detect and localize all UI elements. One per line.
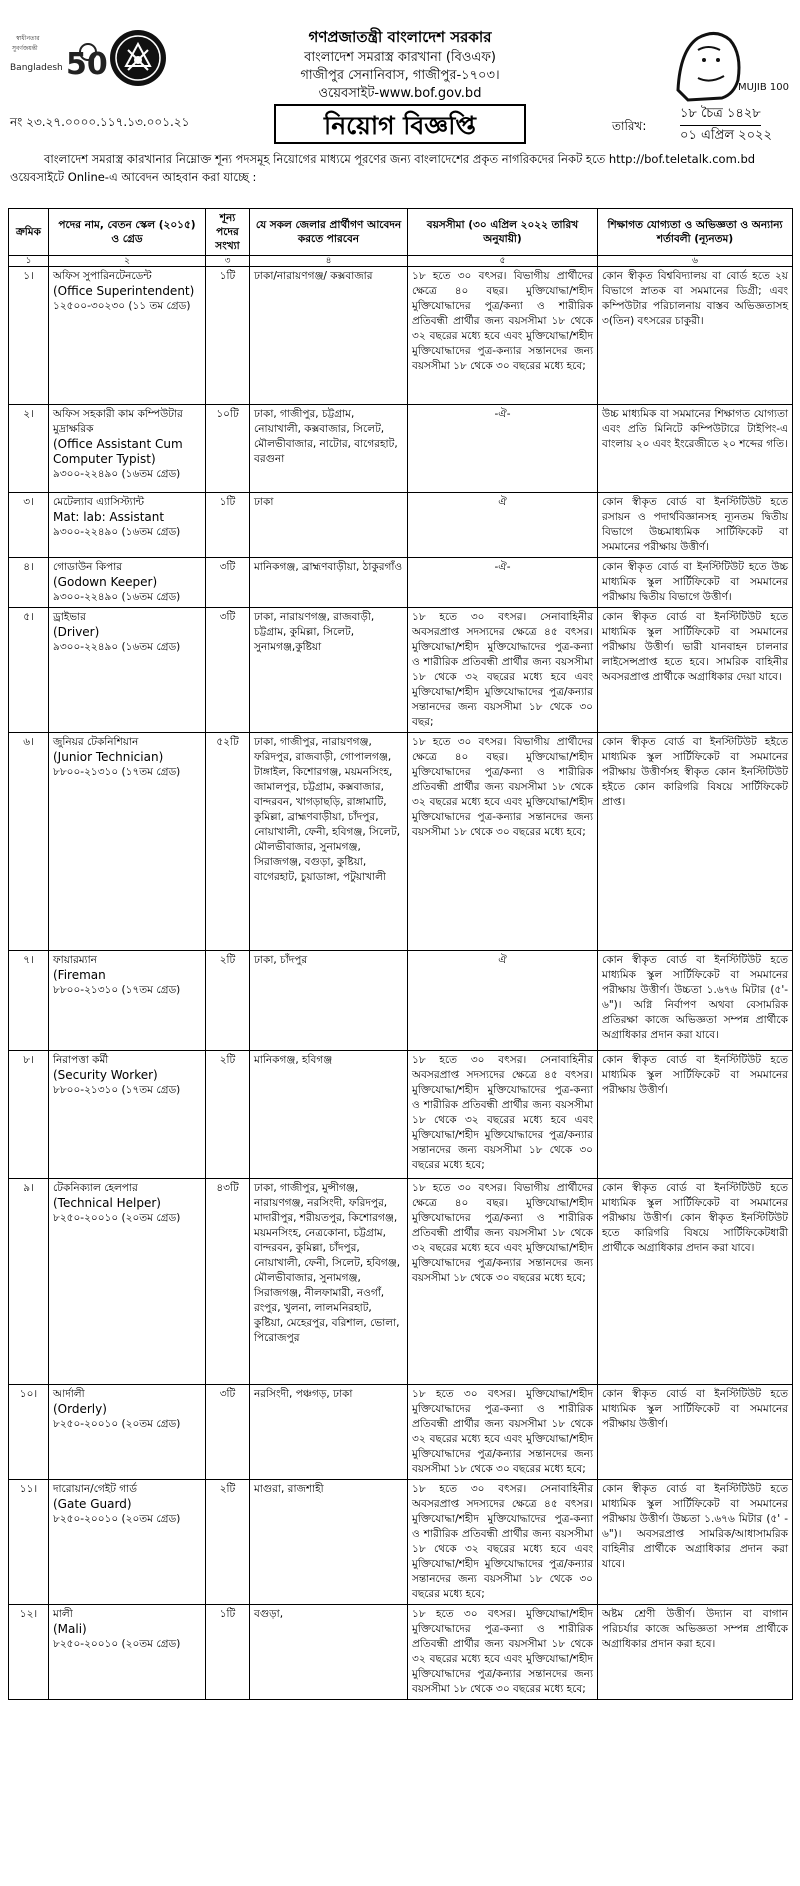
post-name-en: (Fireman [53,968,106,982]
header-post: পদের নাম, বেতন স্কেল (২০১৫) ও গ্রেড [49,209,206,256]
row-qualification: কোন স্বীকৃত বোর্ড বা ইনস্টিটিউট হতে মাধ্যমিক স্কুল সার্টিফিকেট বা সমমানের পরীক্ষায় উত্তীর্ণ। [598,1385,793,1480]
notice-title: নিয়োগ বিজ্ঞপ্তি [274,104,526,144]
pay-grade: (২০তম গ্রেড) [121,1418,181,1430]
row-post [49,267,206,405]
row-districts: মানিকগঞ্জ, হবিগঞ্জ [250,1051,408,1179]
row-count: ২টি [206,1480,250,1605]
row-age-limit: ১৮ হতে ৩০ বৎসর। বিভাগীয় প্রার্থীদের ক্ষেত্রে ৪০ বছর। মুক্তিযোদ্ধা/শহীদ মুক্তিযোদ্ধাদের পুত্র/কন্যা ও শারীরিক প্রতিবন্ধী প্রার্থীর জন্য বয়সসীমা ১৮ থেকে ৩২ বছরের মধ্যে হবে এবং মুক্তিযোদ্ধা/শহীদ মুক্তিযোদ্ধাদের পুত্র-কন্যার সন্তানদের জন্য বয়সসীমা ১৮ থেকে ৩০ বছরের মধ্যে হবে; [408,733,598,951]
organization-name: বাংলাদেশ সমরাস্ত্র কারখানা (বিওএফ) [304,50,496,65]
header-qualification: শিক্ষাগত যোগ্যতা ও অভিজ্ঞতা ও অন্যান্য শর্তাবলী (ন্যূনতম) [598,209,793,256]
government-name: গণপ্রজাতন্ত্রী বাংলাদেশ সরকার [308,28,492,46]
pay-scale: ৮২৫০-২০০১০ [53,1513,119,1525]
table-row [9,1051,793,1179]
row-districts: মানিকগঞ্জ, ব্রাহ্মণবাড়ীয়া, ঠাকুরগাঁও [250,558,408,608]
date-gregorian: ০১ এপ্রিল ২০২২ [680,128,772,143]
organization-address: গাজীপুর সেনানিবাস, গাজীপুর-১৭০৩। [300,68,500,83]
row-post [49,733,206,951]
row-qualification: কোন স্বীকৃত বোর্ড বা ইনস্টিটিউট হতে মাধ্যমিক স্কুল সার্টিফিকেট বা সমমানের পরীক্ষায় উত্তীর্ণ। [598,1051,793,1179]
svg-text:সুবর্ণজয়ন্তী: সুবর্ণজয়ন্তী [12,45,38,52]
post-name-bn: টেকনিক্যাল হেলপার [53,1182,138,1194]
pay-grade: (২০তম গ্রেড) [121,1212,181,1224]
table-row [9,1179,793,1385]
pay-grade: (১৬তম গ্রেড) [121,591,181,603]
row-districts: ঢাকা, চাঁদপুর [250,951,408,1051]
memo-number: নং ২৩.২৭.০০০০.১১৭.১৩.০০১.২১ [10,115,190,129]
row-qualification: কোন স্বীকৃত বোর্ড বা ইনস্টিটিউট হতে মাধ্যমিক স্কুল সার্টিফিকেট বা সমমানের পরীক্ষায় উত্তীর্ণ। উচ্চতা ১.৬৭৬ মিটার (৫'- ৬")। অগ্নি নির্বাপণ অথবা বেসামরিক প্রতিরক্ষা কাজে অভিজ্ঞতা সম্পন্ন প্রার্থীকে অগ্রাধিকার প্রদান করা যাবে। [598,951,793,1051]
pay-grade: (১৭তম গ্রেড) [121,766,181,778]
row-count: ২টি [206,951,250,1051]
post-name-en: (Technical Helper) [53,1196,161,1210]
row-count: ৪৩টি [206,1179,250,1385]
post-name-bn: অফিস সুপারিনটেনডেন্ট [53,270,152,282]
post-name-bn: মালী [53,1608,73,1620]
organization-website: ওয়েবসাইট-www.bof.gov.bd [318,86,482,101]
row-count: ১টি [206,1605,250,1700]
bangladesh-50-logo [8,26,108,82]
bof-emblem-logo [108,26,168,90]
row-serial: ১২। [9,1605,49,1700]
row-districts: ঢাকা, গাজীপুর, চট্টগ্রাম, নোয়াখালী, কক্সবাজার, সিলেট, মৌলভীবাজার, নাটোর, বাগেরহাট, বরগুনা [250,405,408,493]
row-post [49,951,206,1051]
row-age-limit: ১৮ হতে ৩০ বৎসর। সেনাবাহিনীর অবসরপ্রাপ্ত সদস্যদের ক্ষেত্রে ৪৫ বৎসর। মুক্তিযোদ্ধা/শহীদ মুক্তিযোদ্ধাদের পুত্র-কন্যা ও শারীরিক প্রতিবন্ধী প্রার্থীর জন্য বয়সসীমা ১৮ থেকে ৩২ বছরের মধ্যে হবে এবং মুক্তিযোদ্ধা/শহীদ মুক্তিযোদ্ধাদের পুত্র/কন্যার সন্তানদের জন্য বয়সসীমা ১৮ থেকে ৩০ বছরের মধ্যে হবে; [408,1051,598,1179]
pay-grade: (১৬তম গ্রেড) [121,641,181,653]
row-age-limit: ঐ [408,493,598,558]
post-name-en: Mat: lab: Assistant [53,510,165,524]
pay-grade: (১৬তম গ্রেড) [121,468,181,480]
post-name-en: (Office Superintendent) [53,284,195,298]
date-label: তারিখ: [612,119,647,133]
post-name-bn: ফায়ারম্যান [53,954,97,966]
vacancy-rows [9,267,793,1700]
row-post [49,558,206,608]
row-serial: ২। [9,405,49,493]
post-name-en: (Junior Technician) [53,750,164,764]
post-name-bn: আর্দালী [53,1388,85,1400]
row-districts: নরসিংদী, পঞ্চগড়, ঢাকা [250,1385,408,1480]
row-post [49,1605,206,1700]
post-name-bn: অফিস সহকারী কাম কম্পিউটার মুদ্রাক্ষরিক [53,408,183,435]
row-count: ১টি [206,267,250,405]
row-post [49,1051,206,1179]
row-post [49,1179,206,1385]
mujib-100-logo [668,20,792,104]
column-number: ৩ [206,256,250,267]
pay-scale: ৮২৫০-২০০১০ [53,1638,119,1650]
table-row [9,1605,793,1700]
row-qualification: কোন স্বীকৃত বোর্ড বা ইনস্টিটিউট হতে মাধ্যমিক স্কুল সার্টিফিকেট বা সমমানের পরীক্ষায় উত্তীর্ণ। ভারী যানবাহন চালনার লাইসেন্সপ্রাপ্ত হতে হবে। সামরিক বাহিনীর অবসরপ্রাপ্ত প্রার্থীকে অগ্রাধিকার দেয়া যাবে। [598,608,793,733]
post-name-en: (Godown Keeper) [53,575,158,589]
table-row [9,267,793,405]
pay-grade: (১৭তম গ্রেড) [121,1084,181,1096]
row-serial: ৩। [9,493,49,558]
intro-line-1: বাংলাদেশ সমরাস্ত্র কারখানার নিম্নোক্ত শূন্য পদসমূহ নিয়োগের মাধ্যমে পূরণের জন্য বাংলাদেশের প্রকৃত নাগরিকদের নিকট হতে http://bof.teletalk.com.bd [44,152,756,166]
header-age: বয়সসীমা (৩০ এপ্রিল ২০২২ তারিখ অনুযায়ী) [408,209,598,256]
column-number: ২ [49,256,206,267]
row-serial: ৯। [9,1179,49,1385]
row-qualification: কোন স্বীকৃত বোর্ড বা ইনস্টিটিউট হইতে মাধ্যমিক স্কুল সার্টিফিকেট বা সমমানের পরীক্ষায় উত্তীর্ণসহ স্বীকৃত কোন ইনস্টিটিউট হইতে কোন কারিগরি বিষয়ে সার্টিফিকেট প্রাপ্ত। [598,733,793,951]
table-row [9,733,793,951]
pay-scale: ৮৮০০-২১৩১০ [53,984,119,996]
table-row [9,1385,793,1480]
row-age-limit: ঐ [408,951,598,1051]
logo-bd-number: 50 [66,47,108,82]
pay-scale: ৯৩০০-২২৪৯০ [53,641,119,653]
row-qualification: কোন স্বীকৃত বোর্ড বা ইনস্টিটিউট হতে মাধ্যমিক স্কুল সার্টিফিকেট বা সমমানের পরীক্ষায় উত্তীর্ণ। কোন স্বীকৃত ইনস্টিটিউট হতে কারিগরি বিষয়ে সার্টিফিকেটধারী প্রার্থীকে অগ্রাধিকার প্রদান করা যাবে। [598,1179,793,1385]
pay-scale: ১২৫০০-৩০২৩০ [53,300,126,312]
post-name-bn: জুনিয়র টেকনিশিয়ান [53,736,139,748]
row-post [49,1385,206,1480]
pay-grade: (১৬তম গ্রেড) [121,526,181,538]
row-serial: ১১। [9,1480,49,1605]
row-qualification: কোন স্বীকৃত বোর্ড বা ইনস্টিটিউট হতে উচ্চ মাধ্যমিক স্কুল সার্টিফিকেট বা সমমানের পরীক্ষায় দ্বিতীয় বিভাগে উত্তীর্ণ। [598,558,793,608]
post-name-en: (Gate Guard) [53,1497,132,1511]
row-count: ১টি [206,493,250,558]
row-serial: ১। [9,267,49,405]
table-row [9,608,793,733]
row-count: ৫২টি [206,733,250,951]
row-serial: ৫। [9,608,49,733]
column-number: ৪ [250,256,408,267]
row-age-limit: ১৮ হতে ৩০ বৎসর। মুক্তিযোদ্ধা/শহীদ মুক্তিযোদ্ধাদের পুত্র-কন্যা ও শারীরিক প্রতিবন্ধী প্রার্থীর জন্য বয়সসীমা ১৮ থেকে ৩২ বছরের মধ্যে হবে এবং মুক্তিযোদ্ধা/শহীদ মুক্তিযোদ্ধাদের পুত্র/কন্যার সন্তানদের জন্য বয়সসীমা ১৮ থেকে ৩০ বছরের মধ্যে হবে; [408,1605,598,1700]
notice-header [0,0,800,150]
row-post [49,608,206,733]
row-districts: ঢাকা, গাজীপুর, নারায়ণগঞ্জ, ফরিদপুর, রাজবাড়ী, গোপালগঞ্জ, টাঙ্গাইল, কিশোরগঞ্জ, ময়মনসিংহ, জামালপুর, চট্টগ্রাম, কক্সবাজার, বান্দরবন, খাগড়াছড়ি, রাঙ্গামাটি, কুমিল্লা, ব্রাহ্মণবাড়ীয়া, চাঁদপুর, নোয়াখালী, ফেনী, হবিগঞ্জ, সিলেট, মৌলভীবাজার, সুনামগঞ্জ, সিরাজগঞ্জ, বগুড়া, কুষ্টিয়া, বাগেরহাট, চুয়াডাঙ্গা, পটুয়াখালী [250,733,408,951]
row-count: ২টি [206,1051,250,1179]
row-qualification: কোন স্বীকৃত বোর্ড বা ইনস্টিটিউট হতে মাধ্যমিক স্কুল সার্টিফিকেট বা সমমানের পরীক্ষায় উত্তীর্ণ। উচ্চতা ১.৬৭৬ মিটার (৫' - ৬")। অবসরপ্রাপ্ত সামরিক/আধাসামরিক বাহিনীর প্রার্থীকে অগ্রাধিকার প্রদান করা যাবে। [598,1480,793,1605]
pay-grade: (১৭তম গ্রেড) [121,984,181,996]
row-age-limit: ১৮ হতে ৩০ বৎসর। সেনাবাহিনীর অবসরপ্রাপ্ত সদস্যদের ক্ষেত্রে ৪৫ বৎসর। মুক্তিযোদ্ধা/শহীদ মুক্তিযোদ্ধাদের পুত্র-কন্যা ও শারীরিক প্রতিবন্ধী প্রার্থীর জন্য বয়সসীমা ১৮ থেকে ৩২ বছরের মধ্যে হবে এবং মুক্তিযোদ্ধা/শহীদ মুক্তিযোদ্ধাদের পুত্র/কন্যার সন্তানদের জন্য বয়সসীমা ১৮ থেকে ৩০ বছর; [408,608,598,733]
post-name-bn: মেটেল্যাব এ্যাসিস্ট্যান্ট [53,496,145,508]
vacancy-table [8,208,793,1700]
column-number: ১ [9,256,49,267]
row-count: ১০টি [206,405,250,493]
row-districts: ঢাকা [250,493,408,558]
post-name-bn: গোডাউন কিপার [53,561,123,573]
row-serial: ৮। [9,1051,49,1179]
header-count: শূন্য পদের সংখ্যা [206,209,250,256]
row-count: ৩টি [206,608,250,733]
row-qualification: উচ্চ মাধ্যমিক বা সমমানের শিক্ষাগত যোগ্যতা এবং প্রতি মিনিটে কম্পিউটারে টাইপিং-এ বাংলায় ২০ এবং ইংরেজীতে ২০ শব্দের গতি। [598,405,793,493]
row-serial: ৪। [9,558,49,608]
post-name-en: (Security Worker) [53,1068,158,1082]
intro-paragraph [10,150,790,186]
table-header-row [9,209,793,256]
post-name-en: (Orderly) [53,1402,107,1416]
table-row [9,1480,793,1605]
row-count: ৩টি [206,558,250,608]
row-count: ৩টি [206,1385,250,1480]
logo-mujib-label: MUJIB 100 [738,82,789,93]
pay-scale: ৯৩০০-২২৪৯০ [53,526,119,538]
svg-text:স্বাধীনতার: স্বাধীনতার [16,35,40,42]
row-serial: ৬। [9,733,49,951]
row-districts: বগুড়া, [250,1605,408,1700]
column-number: ৫ [408,256,598,267]
post-name-bn: ড্রাইভার [53,611,86,623]
pay-scale: ৯৩০০-২২৪৯০ [53,468,119,480]
row-age-limit: -ঐ- [408,405,598,493]
post-name-bn: দারোয়ান/গেইট গার্ড [53,1483,137,1495]
post-name-en: (Mali) [53,1622,87,1636]
post-name-bn: নিরাপত্তা কর্মী [53,1054,109,1066]
row-qualification: কোন স্বীকৃত বিশ্ববিদ্যালয় বা বোর্ড হতে ২য় বিভাগে স্নাতক বা সমমানের ডিগ্রী; এবং কম্পিউটার পরিচালনায় বাস্তব অভিজ্ঞতাসহ ৩(তিন) বৎসরের চাকুরী। [598,267,793,405]
row-post [49,1480,206,1605]
pay-scale: ৮৮০০-২১৩১০ [53,766,119,778]
row-districts: ঢাকা, গাজীপুর, মুন্সীগঞ্জ, নারায়ণগঞ্জ, নরসিংদী, ফরিদপুর, মাদারীপুর, শরীয়তপুর, কিশোরগঞ্জ, ময়মনসিংহ, নেত্রকোনা, চট্টগ্রাম, বান্দরবন, কুমিল্লা, চাঁদপুর, নোয়াখালী, ফেনী, সিলেট, হবিগঞ্জ, মৌলভীবাজার, সুনামগঞ্জ, সিরাজগঞ্জ, নীলফামারী, নওগাঁ, রংপুর, খুলনা, লালমনিরহাট, কুষ্টিয়া, মেহেরপুর, বরিশাল, ভোলা, পিরোজপুর [250,1179,408,1385]
row-districts: ঢাকা/নারায়ণগঞ্জ/ কক্সবাজার [250,267,408,405]
column-number-row [9,256,793,267]
row-qualification: অষ্টম শ্রেণী উত্তীর্ণ। উদ্যান বা বাগান পরিচর্যার কাজে অভিজ্ঞতা সম্পন্ন প্রার্থীকে অগ্রাধিকার প্রদান করা হবে। [598,1605,793,1700]
row-serial: ১০। [9,1385,49,1480]
post-name-en: (Office Assistant Cum Computer Typist) [53,437,183,466]
table-row [9,951,793,1051]
table-row [9,493,793,558]
table-row [9,558,793,608]
row-post [49,405,206,493]
logo-bd-label: Bangladesh [10,63,63,73]
row-districts: মাগুরা, রাজশাহী [250,1480,408,1605]
header-districts: যে সকল জেলার প্রার্থীগণ আবেদন করতে পারবেন [250,209,408,256]
header-serial: ক্রমিক [9,209,49,256]
row-age-limit: ১৮ হতে ৩০ বৎসর। বিভাগীয় প্রার্থীদের ক্ষেত্রে ৪০ বছর। মুক্তিযোদ্ধা/শহীদ মুক্তিযোদ্ধাদের পুত্র/কন্যা ও শারীরিক প্রতিবন্ধী প্রার্থীর জন্য বয়সসীমা ১৮ থেকে ৩২ বছরের মধ্যে হবে এবং মুক্তিযোদ্ধা/শহীদ মুক্তিযোদ্ধাদের পুত্র/কন্যার সন্তানদের জন্য বয়সসীমা ১৮ থেকে ৩০ বছরের মধ্যে হবে; [408,1179,598,1385]
pay-grade: (১১ তম গ্রেড) [128,300,191,312]
row-age-limit: -ঐ- [408,558,598,608]
row-serial: ৭। [9,951,49,1051]
pay-scale: ৮৮০০-২১৩১০ [53,1084,119,1096]
row-post [49,493,206,558]
row-age-limit: ১৮ হতে ৩০ বৎসর। মুক্তিযোদ্ধা/শহীদ মুক্তিযোদ্ধাদের পুত্র-কন্যা ও শারীরিক প্রতিবন্ধী প্রার্থীর জন্য বয়সসীমা ১৮ থেকে ৩২ বছরের মধ্যে হবে এবং মুক্তিযোদ্ধা/শহীদ মুক্তিযোদ্ধাদের পুত্র/কন্যার সন্তানদের জন্য বয়সসীমা ১৮ থেকে ৩০ বছরের মধ্যে হবে; [408,1385,598,1480]
pay-scale: ৯৩০০-২২৪৯০ [53,591,119,603]
date-bangla: ১৮ চৈত্র ১৪২৮ [680,104,761,126]
table-row [9,405,793,493]
row-qualification: কোন স্বীকৃত বোর্ড বা ইনস্টিটিউট হতে রসায়ন ও পদার্থবিজ্ঞানসহ ন্যূনতম দ্বিতীয় বিভাগে উচ্চমাধ্যমিক সার্টিফিকেট বা সমমানের পরীক্ষায় উত্তীর্ণ। [598,493,793,558]
pay-grade: (২০তম গ্রেড) [121,1513,181,1525]
pay-scale: ৮২৫০-২০০১০ [53,1212,119,1224]
row-age-limit: ১৮ হতে ৩০ বৎসর। বিভাগীয় প্রার্থীদের ক্ষেত্রে ৪০ বছর। মুক্তিযোদ্ধা/শহীদ মুক্তিযোদ্ধাদের পুত্র/কন্যা ও শারীরিক প্রতিবন্ধী প্রার্থীর জন্য বয়সসীমা ১৮ থেকে ৩২ বছরের মধ্যে হবে এবং মুক্তিযোদ্ধা/শহীদ মুক্তিযোদ্ধাদের পুত্র-কন্যার সন্তানদের জন্য বয়সসীমা ১৮ থেকে ৩০ বছরের মধ্যে হবে; [408,267,598,405]
pay-scale: ৮২৫০-২০০১০ [53,1418,119,1430]
column-number: ৬ [598,256,793,267]
intro-line-2: ওয়েবসাইটে Online-এ আবেদন আহবান করা যাচ্ছে : [10,170,257,184]
pay-grade: (২০তম গ্রেড) [121,1638,181,1650]
post-name-en: (Driver) [53,625,100,639]
row-age-limit: ১৮ হতে ৩০ বৎসর। সেনাবাহিনীর অবসরপ্রাপ্ত সদস্যদের ক্ষেত্রে ৪৫ বৎসর। মুক্তিযোদ্ধা/শহীদ মুক্তিযোদ্ধাদের পুত্র-কন্যা ও শারীরিক প্রতিবন্ধী প্রার্থীর জন্য বয়সসীমা ১৮ থেকে ৩২ বছরের মধ্যে হবে এবং মুক্তিযোদ্ধা/শহীদ মুক্তিযোদ্ধাদের পুত্র/কন্যার সন্তানদের জন্য বয়সসীমা ১৮ থেকে ৩০ বছরের মধ্যে হবে; [408,1480,598,1605]
row-districts: ঢাকা, নারায়ণগঞ্জ, রাজবাড়ী, চট্টগ্রাম, কুমিল্লা, সিলেট, সুনামগঞ্জ,কুষ্টিয়া [250,608,408,733]
